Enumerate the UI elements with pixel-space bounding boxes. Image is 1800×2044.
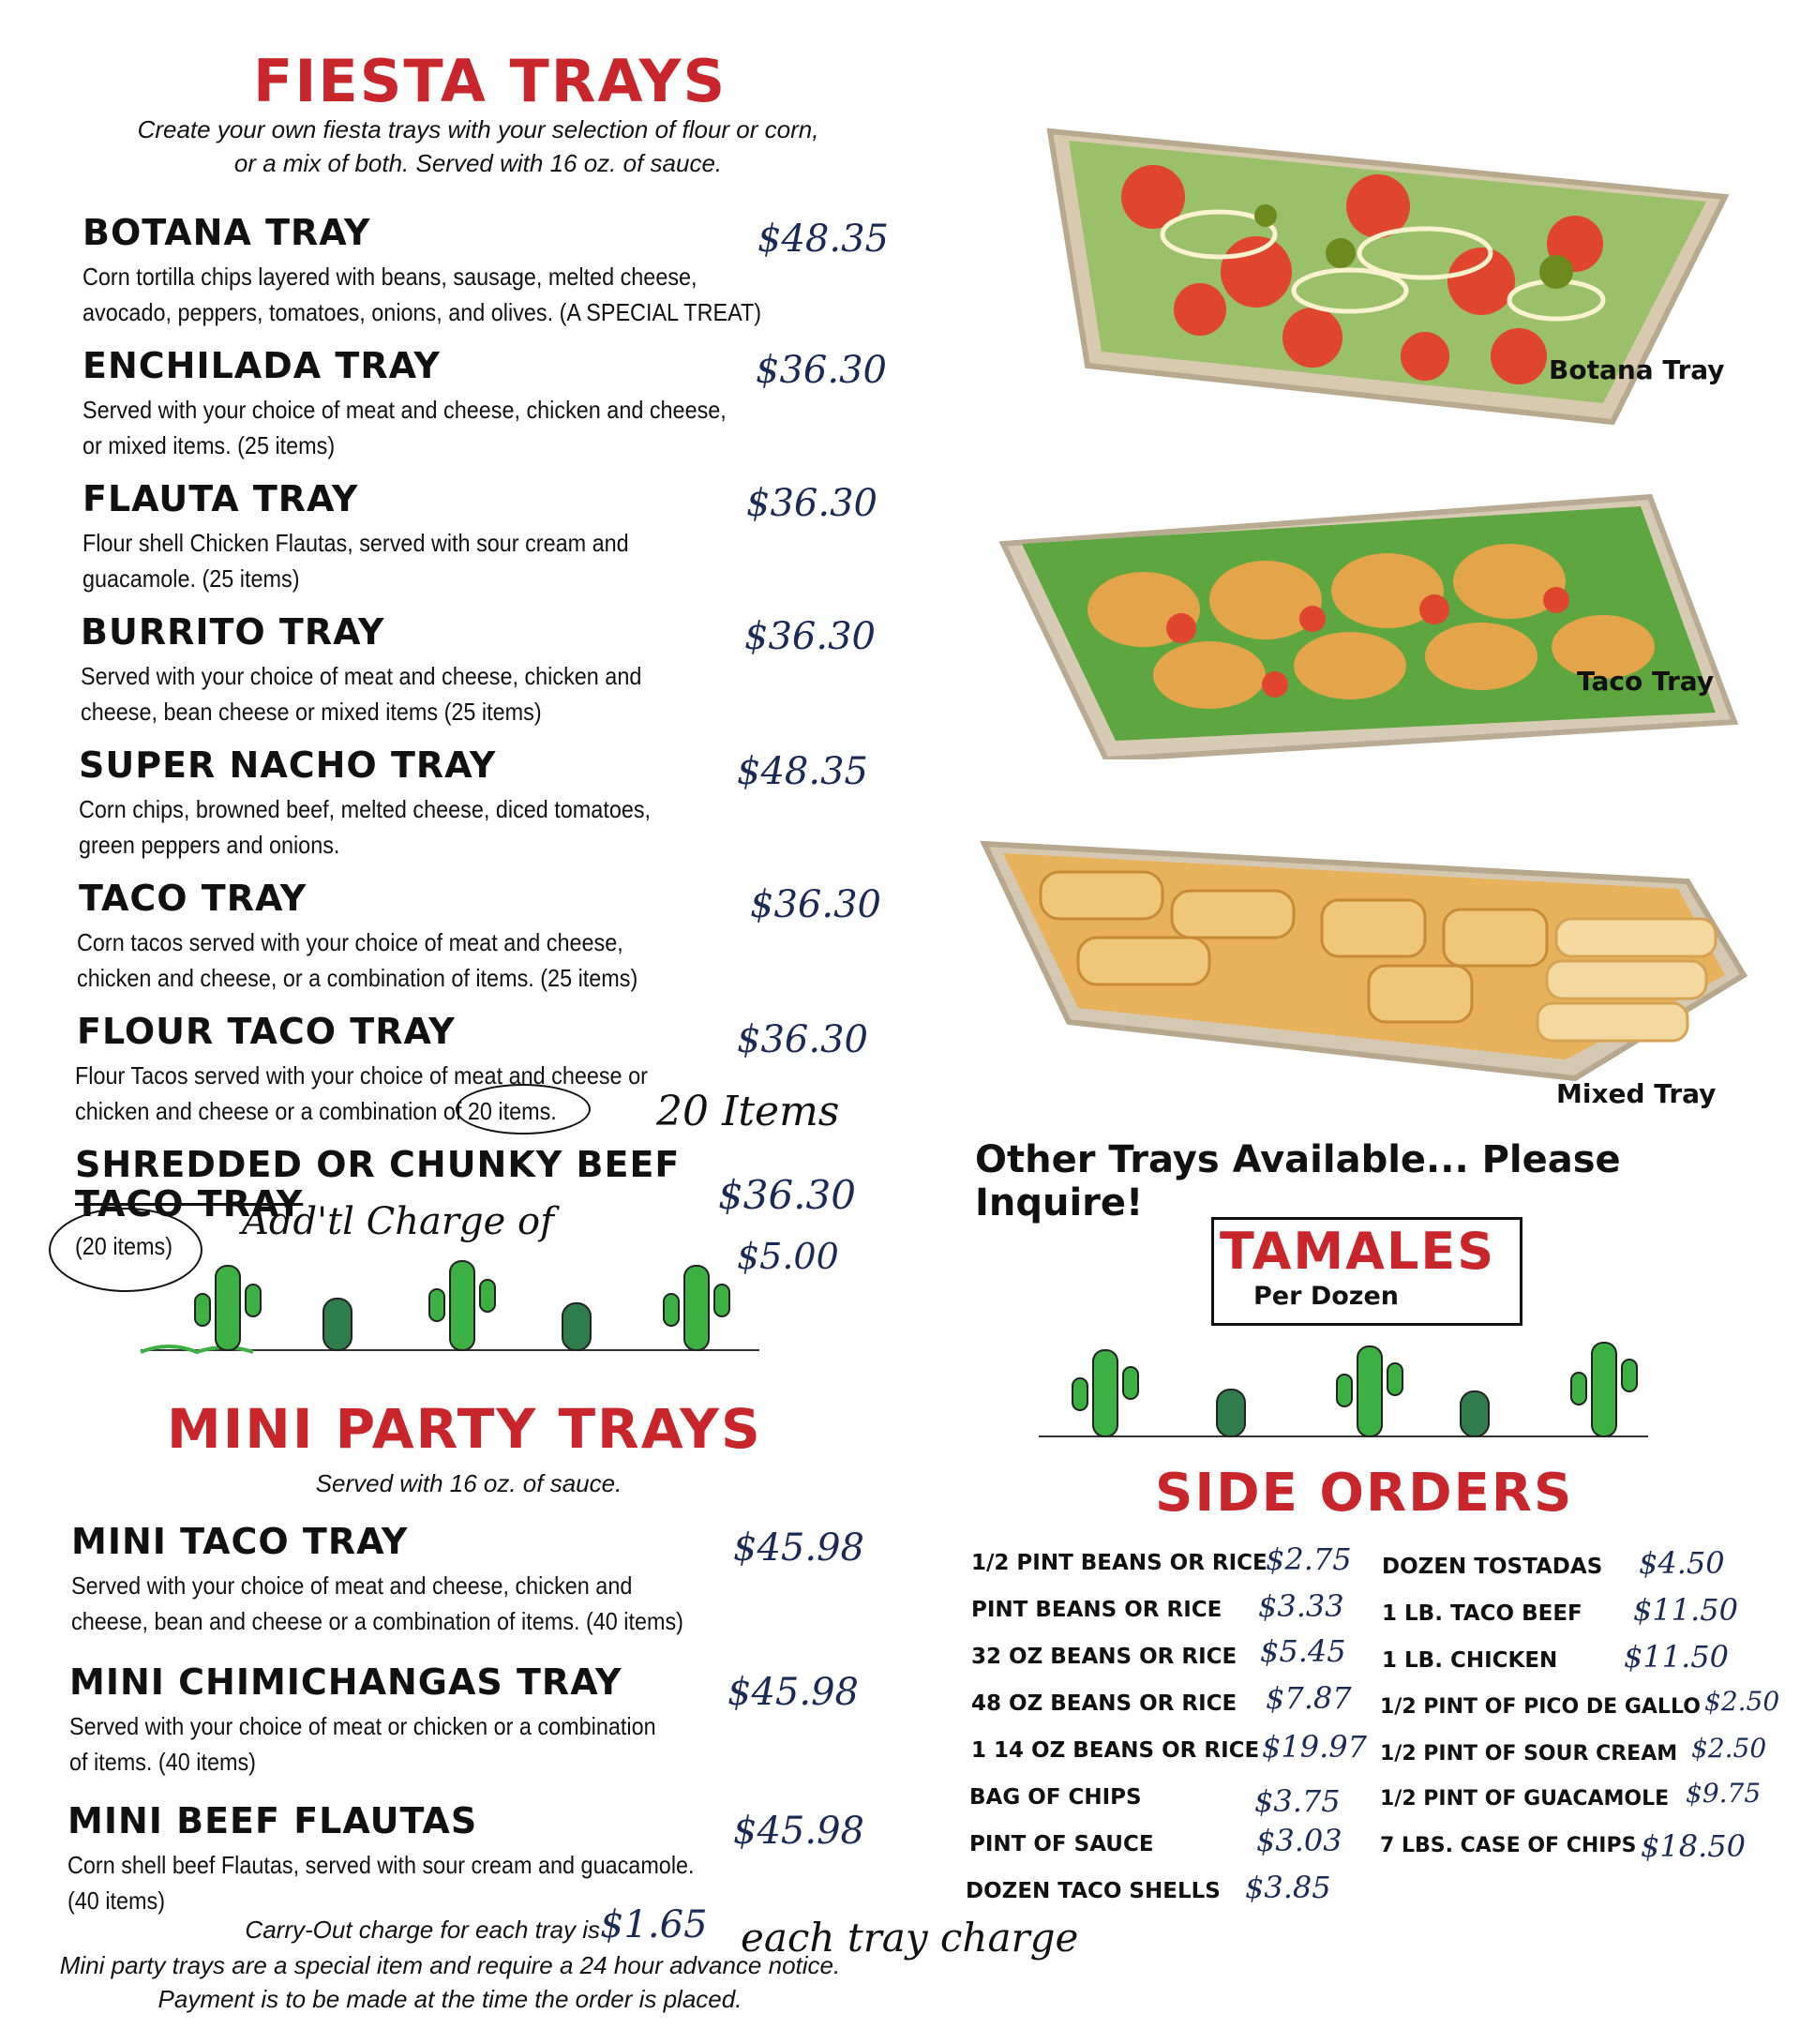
side-item-label: 1 14 OZ BEANS OR RICE <box>971 1738 1260 1763</box>
item-name: TACO TRAY <box>75 1183 304 1225</box>
handwritten-note-charge: Add'tl Charge of <box>242 1200 554 1243</box>
fiesta-intro-2: or a mix of both. Served with 16 oz. of sauce. <box>233 149 723 177</box>
footer-carry-out: Carry-Out charge for each tray is <box>245 1916 600 1944</box>
item-price: $36.30 <box>737 1018 868 1061</box>
photo-caption-botana: Botana Tray <box>1549 354 1725 385</box>
side-item-price: $2.50 <box>1691 1733 1767 1764</box>
side-item-label: DOZEN TOSTADAS <box>1382 1555 1603 1579</box>
side-item-price: $9.75 <box>1686 1778 1762 1809</box>
side-item-price: $19.97 <box>1262 1729 1367 1765</box>
item-desc: Corn shell beef Flautas, served with sour cream and guacamole. <box>68 1851 695 1879</box>
side-item-label: BAG OF CHIPS <box>969 1785 1142 1810</box>
item-desc: Corn tortilla chips layered with beans, sausage, melted cheese, <box>82 263 698 291</box>
item-desc: chicken and cheese or a combination of 20 items. <box>75 1097 557 1125</box>
item-desc: Served with your choice of meat or chicken or a combination <box>69 1712 656 1740</box>
item-name: FLAUTA TRAY <box>82 478 359 519</box>
fiesta-intro-1: Create your own fiesta trays with your selection of flour or corn, <box>137 115 819 143</box>
item-desc: Flour shell Chicken Flautas, served with sour cream and <box>82 529 629 557</box>
side-item-price: $4.50 <box>1639 1545 1725 1581</box>
side-item-label: 1 LB. CHICKEN <box>1382 1648 1558 1673</box>
item-name: FLOUR TACO TRAY <box>77 1011 456 1052</box>
side-item-label: 1 LB. TACO BEEF <box>1382 1601 1582 1626</box>
item-desc: avocado, peppers, tomatoes, onions, and olives. (A SPECIAL TREAT) <box>82 298 762 326</box>
item-name: BOTANA TRAY <box>82 212 371 253</box>
side-item-label: 1/2 PINT OF PICO DE GALLO <box>1380 1695 1701 1719</box>
side-item-price: $3.85 <box>1245 1870 1331 1905</box>
item-desc: of items. (40 items) <box>69 1748 256 1776</box>
item-desc: Corn tacos served with your choice of meat and cheese, <box>77 928 623 956</box>
item-price: $36.30 <box>718 1172 856 1218</box>
item-name: MINI BEEF FLAUTAS <box>68 1800 478 1841</box>
item-name: SHREDDED OR CHUNKY BEEF <box>75 1144 681 1185</box>
side-item-label: PINT BEANS OR RICE <box>971 1598 1222 1622</box>
handwritten-note-items: 20 Items <box>656 1088 840 1135</box>
mini-party-trays-title: MINI PARTY TRAYS <box>167 1397 762 1461</box>
side-item-label: 7 LBS. CASE OF CHIPS <box>1380 1834 1637 1857</box>
side-item-price: $11.50 <box>1624 1639 1729 1675</box>
item-desc: chicken and cheese, or a combination of items. (25 items) <box>77 964 638 992</box>
photo-caption-taco: Taco Tray <box>1577 666 1715 697</box>
side-item-price: $7.87 <box>1266 1680 1352 1716</box>
item-desc: Served with your choice of meat and cheese, chicken and <box>71 1571 633 1600</box>
side-item-label: PINT OF SAUCE <box>969 1832 1154 1856</box>
side-item-price: $3.03 <box>1256 1823 1342 1858</box>
footer-payment: Payment is to be made at the time the order is placed. <box>158 1985 742 2013</box>
footer-carry-out-charge: $1.65 <box>600 1903 708 1946</box>
handwritten-circle <box>456 1084 591 1135</box>
item-desc: (40 items) <box>68 1886 166 1915</box>
mini-intro: Served with 16 oz. of sauce. <box>315 1469 622 1497</box>
side-item-price: $3.75 <box>1254 1783 1341 1819</box>
cactus-decoration <box>1039 1322 1658 1444</box>
side-orders-title: SIDE ORDERS <box>1155 1463 1574 1524</box>
other-trays-note: Other Trays Available... Please Inquire! <box>975 1138 1621 1225</box>
item-desc: cheese, bean cheese or mixed items (25 items) <box>81 698 542 726</box>
item-price: $45.98 <box>728 1671 859 1714</box>
side-item-label: 1/2 PINT BEANS OR RICE <box>971 1551 1268 1575</box>
side-item-label: DOZEN TACO SHELLS <box>966 1879 1221 1903</box>
side-item-label: 1/2 PINT OF SOUR CREAM <box>1380 1742 1678 1766</box>
side-item-price: $11.50 <box>1633 1592 1738 1628</box>
item-price: $36.30 <box>744 615 876 658</box>
item-desc: Served with your choice of meat and cheese, chicken and cheese, <box>82 396 727 424</box>
item-name: MINI CHIMICHANGAS TRAY <box>69 1661 622 1703</box>
handwritten-extra-charge: $5.00 <box>737 1236 839 1277</box>
side-item-label: 32 OZ BEANS OR RICE <box>971 1645 1238 1669</box>
side-item-price: $2.50 <box>1704 1686 1780 1717</box>
item-name: SUPER NACHO TRAY <box>79 744 497 786</box>
item-desc: (20 items) <box>75 1232 173 1260</box>
side-item-price: $2.75 <box>1266 1541 1352 1577</box>
item-desc: or mixed items. (25 items) <box>82 431 336 459</box>
side-item-label: 1/2 PINT OF GUACAMOLE <box>1380 1787 1670 1811</box>
side-item-price: $5.45 <box>1260 1633 1346 1669</box>
tamales-box <box>1211 1217 1522 1326</box>
side-item-price: $3.33 <box>1258 1588 1344 1624</box>
item-name: MINI TACO TRAY <box>71 1521 409 1562</box>
cactus-decoration <box>131 1247 769 1360</box>
item-desc: green peppers and onions. <box>79 831 340 859</box>
item-desc: guacamole. (25 items) <box>82 564 300 593</box>
item-desc: Flour Tacos served with your choice of meat and cheese or <box>75 1061 648 1090</box>
mixed-tray-photo <box>975 769 1753 1106</box>
footer-handwritten-note: each tray charge <box>741 1915 1079 1961</box>
taco-tray-photo <box>994 441 1744 759</box>
item-price: $36.30 <box>746 482 878 525</box>
item-price: $36.30 <box>750 883 881 926</box>
footer-advance-notice: Mini party trays are a special item and require a 24 hour advance notice. <box>59 1951 841 1979</box>
fiesta-trays-title: FIESTA TRAYS <box>253 47 728 115</box>
photo-caption-mixed: Mixed Tray <box>1556 1078 1717 1109</box>
tamales-title: TAMALES <box>1220 1222 1496 1281</box>
item-price: $48.35 <box>737 750 868 793</box>
item-desc: cheese, bean and cheese or a combination of items. (40 items) <box>71 1607 683 1635</box>
item-price: $36.30 <box>756 349 887 392</box>
item-price: $45.98 <box>733 1526 864 1570</box>
item-price: $48.35 <box>758 218 889 261</box>
item-name: ENCHILADA TRAY <box>82 345 441 386</box>
item-price: $45.98 <box>733 1810 864 1853</box>
side-item-label: 48 OZ BEANS OR RICE <box>971 1691 1238 1716</box>
item-name: BURRITO TRAY <box>81 611 385 653</box>
side-item-price: $18.50 <box>1641 1828 1746 1864</box>
tamales-subtitle: Per Dozen <box>1253 1282 1400 1311</box>
item-name: TACO TRAY <box>79 878 308 919</box>
item-desc: Served with your choice of meat and cheese, chicken and <box>81 662 642 690</box>
item-desc: Corn chips, browned beef, melted cheese, diced tomatoes, <box>79 795 652 823</box>
